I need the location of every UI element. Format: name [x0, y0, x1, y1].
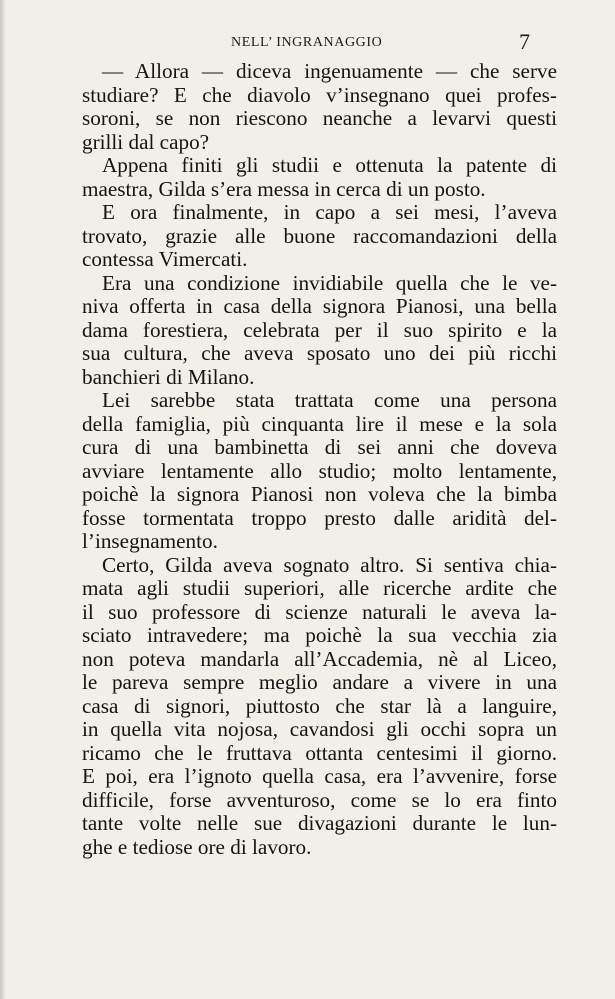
text-line: E poi, era l’ignoto quella casa, era l’avvenire, forse — [82, 764, 557, 788]
text-line: il suo professore di scienze naturali le aveva la- — [82, 599, 557, 624]
text-line: studiare? E che diavolo v’insegnano quei profes- — [82, 82, 557, 107]
text-line: Era una condizione invidiabile quella che le ve- — [102, 270, 557, 295]
body-text — [82, 60, 557, 859]
text-line: — Allora — diceva ingenuamente — che serve — [102, 59, 557, 83]
text-line: banchieri di Milano. — [82, 364, 255, 389]
text-line: in quella vita nojosa, cavandosi gli occhi sopra un — [82, 717, 557, 741]
text-line: sua cultura, che aveva sposato uno dei più ricchi — [82, 341, 557, 365]
text-line: Lei sarebbe stata trattata come una persona — [102, 388, 557, 412]
text-line: grilli dal capo? — [82, 129, 210, 154]
text-line: cura di una bambinetta di sei anni che doveva — [82, 435, 557, 459]
text-line: non poteva mandarla all’Accademia, nè al Liceo, — [82, 646, 557, 671]
text-line: le pareva sempre meglio andare a vivere in una — [82, 670, 557, 694]
text-line: niva offerta in casa della signora Pianosi, una bella — [82, 294, 557, 318]
text-line: E ora finalmente, in capo a sei mesi, l’aveva — [102, 200, 557, 224]
text-line: difficile, forse avventuroso, come se lo era finto — [82, 787, 557, 812]
text-line: ghe e tediose ore di lavoro. — [82, 834, 312, 859]
page-gutter-shadow — [0, 0, 6, 999]
text-line: sciato intravedere; ma poichè la sua vecchia zia — [82, 623, 557, 647]
text-line: mata agli studii superiori, alle ricerche ardite che — [82, 576, 557, 600]
text-line: contessa Vimercati. — [82, 247, 248, 271]
text-line: fosse tormentata troppo presto dalle aridità del- — [82, 505, 557, 530]
text-line: soroni, se non riescono neanche a levarvi questi — [82, 106, 557, 130]
text-line: trovato, grazie alle buone raccomandazioni della — [82, 223, 557, 248]
text-line: dama forestiera, celebrata per il suo spirito e la — [82, 317, 557, 342]
page-number: 7 — [519, 29, 530, 54]
text-line: poichè la signora Pianosi non voleva che la bimba — [82, 482, 557, 506]
running-head: NELL’ INGRANAGGIO — [231, 35, 383, 50]
text-line: Certo, Gilda aveva sognato altro. Si sentiva chia- — [102, 552, 557, 577]
text-line: l’insegnamento. — [82, 529, 218, 553]
text-line: casa di signori, piuttosto che star là a languire, — [82, 693, 557, 718]
page-header — [0, 29, 615, 55]
text-line: tante volte nelle sue divagazioni durante le lun- — [82, 811, 557, 835]
text-line: maestra, Gilda s’era messa in cerca di un posto. — [82, 176, 486, 201]
text-line: della famiglia, più cinquanta lire il mese e la sola — [82, 411, 557, 436]
text-line: ricamo che le fruttava ottanta centesimi il giorno. — [82, 740, 557, 765]
text-line: avviare lentamente allo studio; molto lentamente, — [82, 458, 557, 483]
text-line: Appena finiti gli studii e ottenuta la patente di — [102, 153, 557, 177]
